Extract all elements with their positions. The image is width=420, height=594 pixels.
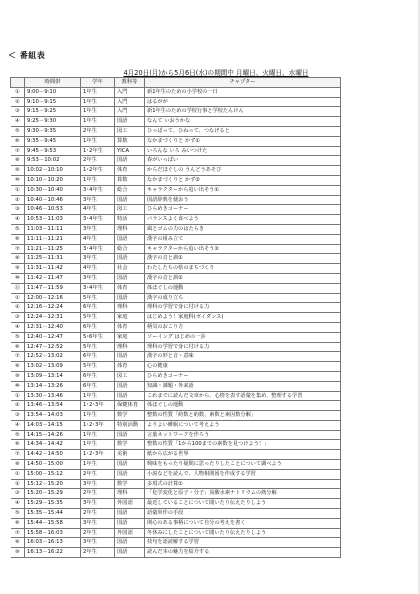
row-number-cell: ⑨ bbox=[11, 548, 25, 558]
chapter-cell: 語彙単作の手段 bbox=[145, 509, 341, 519]
row-number-cell: ⑦ bbox=[11, 352, 25, 362]
time-slot-cell: 12:52－13:02 bbox=[25, 352, 81, 362]
subject-cell: 外国語 bbox=[115, 528, 145, 538]
time-slot-cell: 9:35－9:45 bbox=[25, 136, 81, 146]
subject-cell: 国語 bbox=[115, 509, 145, 519]
row-number-cell: ⑨ bbox=[11, 166, 25, 176]
table-row bbox=[11, 146, 341, 156]
grade-cell: 4年生 bbox=[81, 234, 115, 244]
subject-cell: 国語 bbox=[115, 548, 145, 558]
time-slot-cell: 15:35－15:44 bbox=[25, 509, 81, 519]
chapter-cell: よりよい睡眠について考えよう bbox=[145, 420, 341, 430]
grade-cell: 1年生 bbox=[81, 136, 115, 146]
grade-cell: 1･2･3年 bbox=[81, 420, 115, 430]
table-row bbox=[11, 391, 341, 401]
time-slot-cell: 15:12－15:20 bbox=[25, 479, 81, 489]
grade-cell: 1年生 bbox=[81, 440, 115, 450]
table-row bbox=[11, 293, 341, 303]
row-number-cell: ⑪ bbox=[11, 283, 25, 293]
chapter-cell: 体ほぐしの運動 bbox=[145, 401, 341, 411]
chapter-cell: 風とゴムの力のはたらき bbox=[145, 224, 341, 234]
subject-cell: 国語 bbox=[115, 391, 145, 401]
row-number-cell: ⑧ bbox=[11, 538, 25, 548]
column-header-grade: 学年 bbox=[81, 78, 115, 88]
grade-cell: 3年生 bbox=[81, 254, 115, 264]
grade-cell: 6年生 bbox=[81, 352, 115, 362]
grade-cell: 1･2年生 bbox=[81, 166, 115, 176]
grade-cell: 1年生 bbox=[81, 411, 115, 421]
page-heading: ＜ 番組表 bbox=[8, 51, 46, 60]
row-number-cell: ③ bbox=[11, 489, 25, 499]
row-number-cell: ⑧ bbox=[11, 362, 25, 372]
grade-cell: 1年生 bbox=[81, 117, 115, 127]
table-row bbox=[11, 107, 341, 117]
chapter-cell: 体ほぐしの運動 bbox=[145, 283, 341, 293]
table-row bbox=[11, 244, 341, 254]
row-number-cell: ⑨ bbox=[11, 371, 25, 381]
table-row bbox=[11, 126, 341, 136]
subject-cell: 数学 bbox=[115, 479, 145, 489]
table-row bbox=[11, 332, 341, 342]
row-number-cell: ⑦ bbox=[11, 528, 25, 538]
time-slot-cell: 9:30－9:35 bbox=[25, 126, 81, 136]
grade-cell: 1年生 bbox=[81, 87, 115, 97]
row-number-cell: ③ bbox=[11, 411, 25, 421]
time-slot-cell: 12:24－12:31 bbox=[25, 313, 81, 323]
table-row bbox=[11, 401, 341, 411]
row-number-cell: ⑤ bbox=[11, 332, 25, 342]
time-slot-cell: 15:58－16:03 bbox=[25, 528, 81, 538]
chapter-cell: 興味をもったり疑問に思ったりしたことについて調べよう bbox=[145, 460, 341, 470]
row-number-cell: ① bbox=[11, 87, 25, 97]
subject-cell: 国語 bbox=[115, 234, 145, 244]
subject-cell: 特別活動 bbox=[115, 420, 145, 430]
chapter-cell: 最近していることについて聞いたり伝えたりしよう bbox=[145, 499, 341, 509]
grade-cell: 3年生 bbox=[81, 499, 115, 509]
time-slot-cell: 11:21－11:25 bbox=[25, 244, 81, 254]
time-slot-cell: 12:00－12:16 bbox=[25, 293, 81, 303]
schedule-rows bbox=[11, 87, 341, 557]
subject-cell: 総合 bbox=[115, 185, 145, 195]
row-number-cell: ③ bbox=[11, 313, 25, 323]
row-number-cell: ④ bbox=[11, 322, 25, 332]
table-row bbox=[11, 538, 341, 548]
grade-cell: 4年生 bbox=[81, 264, 115, 274]
row-number-cell: ⑤ bbox=[11, 224, 25, 234]
subject-cell: 体育 bbox=[115, 322, 145, 332]
subject-cell: 保健体育 bbox=[115, 401, 145, 411]
grade-cell: 2年生 bbox=[81, 156, 115, 166]
grade-cell: 3年生 bbox=[81, 273, 115, 283]
time-slot-cell: 11:03－11:11 bbox=[25, 224, 81, 234]
row-number-cell: ⑦ bbox=[11, 244, 25, 254]
subject-cell: 国語 bbox=[115, 273, 145, 283]
time-slot-cell: 9:25－9:30 bbox=[25, 117, 81, 127]
time-slot-cell: 11:11－11:21 bbox=[25, 234, 81, 244]
column-header-chapter: チャプター bbox=[145, 78, 341, 88]
grade-cell: 6年生 bbox=[81, 371, 115, 381]
grade-cell: 3･4年生 bbox=[81, 215, 115, 225]
grade-cell: 3年生 bbox=[81, 224, 115, 234]
grade-cell: 6年生 bbox=[81, 381, 115, 391]
grade-cell: 5年生 bbox=[81, 313, 115, 323]
grade-cell: 1･2年生 bbox=[81, 146, 115, 156]
grade-cell: 2年生 bbox=[81, 126, 115, 136]
table-row bbox=[11, 322, 341, 332]
time-slot-cell: 15:29－15:35 bbox=[25, 499, 81, 509]
chapter-cell: 整数の性質「1から100までの素数を見つけよう！」 bbox=[145, 440, 341, 450]
chapter-cell: これまでに読んだ文章から、心情を表す語彙を集め、整理する学習 bbox=[145, 391, 341, 401]
table-row bbox=[11, 205, 341, 215]
time-slot-cell: 11:31－11:42 bbox=[25, 264, 81, 274]
row-number-cell: ④ bbox=[11, 117, 25, 127]
chapter-cell: 漢字の音と訓① bbox=[145, 254, 341, 264]
chapter-cell: 理科の学習で身に付ける力 bbox=[145, 303, 341, 313]
time-slot-cell: 9:00－9:10 bbox=[25, 87, 81, 97]
row-number-cell: ⑥ bbox=[11, 518, 25, 528]
time-slot-cell: 11:47－11:59 bbox=[25, 283, 81, 293]
chapter-cell: 整数の性質「約数と約数、素数と素因数分解」 bbox=[145, 411, 341, 421]
table-row bbox=[11, 548, 341, 558]
table-row bbox=[11, 234, 341, 244]
subject-cell: 国語 bbox=[115, 195, 145, 205]
time-slot-cell: 9:15－9:25 bbox=[25, 107, 81, 117]
subject-cell: 総合 bbox=[115, 244, 145, 254]
chapter-cell: 小説などを読んで、人物相関図を作成する学習 bbox=[145, 469, 341, 479]
row-number-cell: ① bbox=[11, 391, 25, 401]
row-number-cell: ② bbox=[11, 401, 25, 411]
grade-cell: 2年生 bbox=[81, 489, 115, 499]
time-slot-cell: 14:15－14:26 bbox=[25, 430, 81, 440]
subject-cell: 理科 bbox=[115, 489, 145, 499]
subject-cell: 国語 bbox=[115, 352, 145, 362]
time-slot-cell: 9:53－10:02 bbox=[25, 156, 81, 166]
chapter-cell: ひらめきコーナー bbox=[145, 371, 341, 381]
grade-cell: 6年生 bbox=[81, 303, 115, 313]
chapter-cell: 言葉ネットワークを作ろう bbox=[145, 430, 341, 440]
row-number-cell: ④ bbox=[11, 215, 25, 225]
subject-cell: 家庭 bbox=[115, 332, 145, 342]
chapter-cell: ひっぱって、ひねって、つなげると bbox=[145, 126, 341, 136]
chapter-cell: からだほぐしの うんどうあそび bbox=[145, 166, 341, 176]
table-row bbox=[11, 371, 341, 381]
row-number-cell: ⑨ bbox=[11, 264, 25, 274]
subject-cell: 特活 bbox=[115, 215, 145, 225]
chapter-cell: 国語辞典を使おう bbox=[145, 195, 341, 205]
chapter-cell: 知識・課題・外来語 bbox=[145, 381, 341, 391]
time-slot-cell: 10:40－10:46 bbox=[25, 195, 81, 205]
row-number-cell: ④ bbox=[11, 420, 25, 430]
row-number-cell: ⑤ bbox=[11, 430, 25, 440]
chapter-cell: いろんな いろ みいつけた bbox=[145, 146, 341, 156]
row-number-cell: ⑤ bbox=[11, 126, 25, 136]
grade-cell: 3･4年生 bbox=[81, 185, 115, 195]
table-row bbox=[11, 528, 341, 538]
subject-cell: 理科 bbox=[115, 342, 145, 352]
table-row bbox=[11, 313, 341, 323]
grade-cell: 2年生 bbox=[81, 528, 115, 538]
program-schedule-table bbox=[10, 77, 341, 558]
chapter-cell: 読んだ本の魅力を紹介する bbox=[145, 548, 341, 558]
table-row bbox=[11, 479, 341, 489]
time-slot-cell: 10:30－10:40 bbox=[25, 185, 81, 195]
grade-cell: 1年生 bbox=[81, 391, 115, 401]
row-number-cell: ⑧ bbox=[11, 460, 25, 470]
table-row bbox=[11, 381, 341, 391]
chapter-cell: はじめよう！家庭科(ガイダンス) bbox=[145, 313, 341, 323]
time-slot-cell: 12:16－12:24 bbox=[25, 303, 81, 313]
chapter-cell: 技句を語読解する学習 bbox=[145, 538, 341, 548]
table-row bbox=[11, 117, 341, 127]
subject-cell: 国語 bbox=[115, 381, 145, 391]
grade-cell: 3年生 bbox=[81, 195, 115, 205]
chapter-cell: キャラクターから追い出そう① bbox=[145, 185, 341, 195]
row-number-cell: ⑩ bbox=[11, 175, 25, 185]
subject-cell: 体育 bbox=[115, 362, 145, 372]
chapter-cell: 新1年生のための小学校の一日 bbox=[145, 87, 341, 97]
schedule-period-text: 4月20日(月)から5月6日(水)の期間中 月曜日、火曜日、水曜日 bbox=[123, 69, 309, 77]
row-number-cell: ⑩ bbox=[11, 381, 25, 391]
table-row bbox=[11, 283, 341, 293]
grade-cell: 1･2･3年 bbox=[81, 450, 115, 460]
row-number-cell: ① bbox=[11, 469, 25, 479]
table-row bbox=[11, 215, 341, 225]
time-slot-cell: 13:02－13:09 bbox=[25, 362, 81, 372]
chapter-cell: 関心のある事柄について自分の考えを書く bbox=[145, 518, 341, 528]
chapter-cell: なかまづくりと かず① bbox=[145, 136, 341, 146]
time-slot-cell: 9:45－9:53 bbox=[25, 146, 81, 156]
row-number-cell: ② bbox=[11, 195, 25, 205]
table-row bbox=[11, 518, 341, 528]
table-row bbox=[11, 362, 341, 372]
time-slot-cell: 13:30－13:46 bbox=[25, 391, 81, 401]
time-slot-cell: 14:03－14:15 bbox=[25, 420, 81, 430]
time-slot-cell: 13:09－13:14 bbox=[25, 371, 81, 381]
subject-cell: 理科 bbox=[115, 224, 145, 234]
subject-cell: 体育 bbox=[115, 283, 145, 293]
table-row bbox=[11, 352, 341, 362]
subject-cell: 図工 bbox=[115, 371, 145, 381]
table-row bbox=[11, 440, 341, 450]
grade-cell: 3年生 bbox=[81, 479, 115, 489]
time-slot-cell: 9:10－9:15 bbox=[25, 97, 81, 107]
chapter-cell: 新1年生のための学校行事と学校たんけん bbox=[145, 107, 341, 117]
chapter-cell: 理科の学習で身に付ける力 bbox=[145, 342, 341, 352]
table-row bbox=[11, 97, 341, 107]
subject-cell: 外国語 bbox=[115, 499, 145, 509]
table-row bbox=[11, 254, 341, 264]
chapter-cell: なかまづくりと かず② bbox=[145, 175, 341, 185]
subject-cell: 図工 bbox=[115, 126, 145, 136]
column-header-number bbox=[11, 78, 25, 88]
subject-cell: 国語 bbox=[115, 538, 145, 548]
table-row bbox=[11, 166, 341, 176]
time-slot-cell: 14:34－14:42 bbox=[25, 440, 81, 450]
chapter-cell: はるがが bbox=[145, 97, 341, 107]
subject-cell: 体育 bbox=[115, 166, 145, 176]
subject-cell: 国語 bbox=[115, 254, 145, 264]
time-slot-cell: 14:42－14:50 bbox=[25, 450, 81, 460]
subject-cell: 国語 bbox=[115, 117, 145, 127]
chapter-cell: 「化学変化と原子・分子」炭酸水素ナトリウムの熱分解 bbox=[145, 489, 341, 499]
subject-cell: 図工 bbox=[115, 205, 145, 215]
chapter-cell: 冬休みにしたことについて聞いたり伝えたりしよう bbox=[145, 528, 341, 538]
row-number-cell: ② bbox=[11, 303, 25, 313]
time-slot-cell: 10:53－11:03 bbox=[25, 215, 81, 225]
subject-cell: YICA bbox=[115, 146, 145, 156]
time-slot-cell: 11:25－11:31 bbox=[25, 254, 81, 264]
table-row bbox=[11, 450, 341, 460]
time-slot-cell: 13:14－13:26 bbox=[25, 381, 81, 391]
time-slot-cell: 16:03－16:13 bbox=[25, 538, 81, 548]
table-row bbox=[11, 303, 341, 313]
chapter-cell: 紙から広がる世界 bbox=[145, 450, 341, 460]
grade-cell: 4年生 bbox=[81, 205, 115, 215]
row-number-cell: ⑥ bbox=[11, 342, 25, 352]
chapter-cell: 春がいっぱい bbox=[145, 156, 341, 166]
subject-cell: 家庭 bbox=[115, 313, 145, 323]
chapter-cell: 多項式の計算① bbox=[145, 479, 341, 489]
time-slot-cell: 15:44－15:58 bbox=[25, 518, 81, 528]
grade-cell: 1･2･3年 bbox=[81, 401, 115, 411]
grade-cell: 2年生 bbox=[81, 469, 115, 479]
row-number-cell: ⑦ bbox=[11, 146, 25, 156]
grade-cell: 5年生 bbox=[81, 362, 115, 372]
time-slot-cell: 12:40－12:47 bbox=[25, 332, 81, 342]
table-row bbox=[11, 499, 341, 509]
table-row bbox=[11, 420, 341, 430]
subject-cell: 国語 bbox=[115, 460, 145, 470]
grade-cell: 3年生 bbox=[81, 538, 115, 548]
chapter-cell: 柄気のおこり方 bbox=[145, 322, 341, 332]
chapter-cell: キャラクターから追い出そう② bbox=[145, 244, 341, 254]
subject-cell: 算数 bbox=[115, 136, 145, 146]
table-row bbox=[11, 87, 341, 97]
subject-cell: 入門 bbox=[115, 97, 145, 107]
table-row bbox=[11, 460, 341, 470]
table-row bbox=[11, 156, 341, 166]
table-row bbox=[11, 509, 341, 519]
chapter-cell: ひらめきコーナー bbox=[145, 205, 341, 215]
grade-cell: 3･4年生 bbox=[81, 283, 115, 293]
chapter-cell: ソーイング はじめの一歩 bbox=[145, 332, 341, 342]
time-slot-cell: 16:13－16:22 bbox=[25, 548, 81, 558]
time-slot-cell: 10:46－10:53 bbox=[25, 205, 81, 215]
row-number-cell: ⑧ bbox=[11, 156, 25, 166]
schedule-period-subtitle bbox=[66, 67, 366, 77]
chapter-cell: バランスよく食べよう bbox=[145, 215, 341, 225]
grade-cell: 1年生 bbox=[81, 460, 115, 470]
chapter-cell: 漢字の成り立ち bbox=[145, 293, 341, 303]
row-number-cell: ② bbox=[11, 479, 25, 489]
subject-cell: 数学 bbox=[115, 440, 145, 450]
row-number-cell: ⑥ bbox=[11, 136, 25, 146]
table-row bbox=[11, 224, 341, 234]
time-slot-cell: 13:46－13:54 bbox=[25, 401, 81, 411]
subject-cell: 入門 bbox=[115, 107, 145, 117]
time-slot-cell: 15:00－15:12 bbox=[25, 469, 81, 479]
chapter-cell: 漢字の音と訓② bbox=[145, 273, 341, 283]
grade-cell: 1年生 bbox=[81, 430, 115, 440]
table-row bbox=[11, 342, 341, 352]
grade-cell: 5･6年生 bbox=[81, 332, 115, 342]
chapter-cell: なんて いおうかな bbox=[145, 117, 341, 127]
subject-cell: 算数 bbox=[115, 175, 145, 185]
table-row bbox=[11, 264, 341, 274]
column-header-time: 時間帯 bbox=[25, 78, 81, 88]
time-slot-cell: 11:42－11:47 bbox=[25, 273, 81, 283]
chapter-cell: わたしたちの県のまちづくり bbox=[145, 264, 341, 274]
row-number-cell: ⑧ bbox=[11, 254, 25, 264]
time-slot-cell: 14:50－15:00 bbox=[25, 460, 81, 470]
table-row bbox=[11, 489, 341, 499]
row-number-cell: ③ bbox=[11, 205, 25, 215]
table-header-row bbox=[11, 78, 341, 88]
row-number-cell: ⑥ bbox=[11, 440, 25, 450]
chapter-cell: 漢字の組み立て bbox=[145, 234, 341, 244]
table-row bbox=[11, 411, 341, 421]
grade-cell: 2年生 bbox=[81, 548, 115, 558]
row-number-cell: ① bbox=[11, 185, 25, 195]
table-row bbox=[11, 430, 341, 440]
table-row bbox=[11, 185, 341, 195]
subject-cell: 美術 bbox=[115, 450, 145, 460]
grade-cell: 5年生 bbox=[81, 293, 115, 303]
subject-cell: 国語 bbox=[115, 430, 145, 440]
chapter-cell: 心の健康 bbox=[145, 362, 341, 372]
time-slot-cell: 10:10－10:20 bbox=[25, 175, 81, 185]
time-slot-cell: 13:54－14:03 bbox=[25, 411, 81, 421]
subject-cell: 国語 bbox=[115, 156, 145, 166]
row-number-cell: ② bbox=[11, 97, 25, 107]
time-slot-cell: 10:02－10:10 bbox=[25, 166, 81, 176]
subject-cell: 数学 bbox=[115, 411, 145, 421]
row-number-cell: ⑤ bbox=[11, 509, 25, 519]
subject-cell: 理科 bbox=[115, 303, 145, 313]
subject-cell: 社会 bbox=[115, 264, 145, 274]
subject-cell: 国語 bbox=[115, 469, 145, 479]
table-row bbox=[11, 175, 341, 185]
time-slot-cell: 15:20－15:29 bbox=[25, 489, 81, 499]
subject-cell: 国語 bbox=[115, 518, 145, 528]
table-row bbox=[11, 136, 341, 146]
table-row bbox=[11, 195, 341, 205]
subject-cell: 国語 bbox=[115, 293, 145, 303]
column-header-subject: 教科等 bbox=[115, 78, 145, 88]
row-number-cell: ③ bbox=[11, 107, 25, 117]
row-number-cell: ① bbox=[11, 293, 25, 303]
time-slot-cell: 12:47－12:52 bbox=[25, 342, 81, 352]
grade-cell: 3･4年生 bbox=[81, 244, 115, 254]
grade-cell: 1年生 bbox=[81, 107, 115, 117]
grade-cell: 1年生 bbox=[81, 175, 115, 185]
subject-cell: 入門 bbox=[115, 87, 145, 97]
row-number-cell: ⑩ bbox=[11, 273, 25, 283]
table-row bbox=[11, 273, 341, 283]
grade-cell: 6年生 bbox=[81, 322, 115, 332]
time-slot-cell: 12:31－12:40 bbox=[25, 322, 81, 332]
table-row bbox=[11, 469, 341, 479]
row-number-cell: ④ bbox=[11, 499, 25, 509]
chapter-cell: 漢字の形と音・意味 bbox=[145, 352, 341, 362]
grade-cell: 2年生 bbox=[81, 509, 115, 519]
row-number-cell: ⑥ bbox=[11, 234, 25, 244]
row-number-cell: ⑦ bbox=[11, 450, 25, 460]
grade-cell: 3年生 bbox=[81, 518, 115, 528]
grade-cell: 5年生 bbox=[81, 342, 115, 352]
grade-cell: 1年生 bbox=[81, 97, 115, 107]
